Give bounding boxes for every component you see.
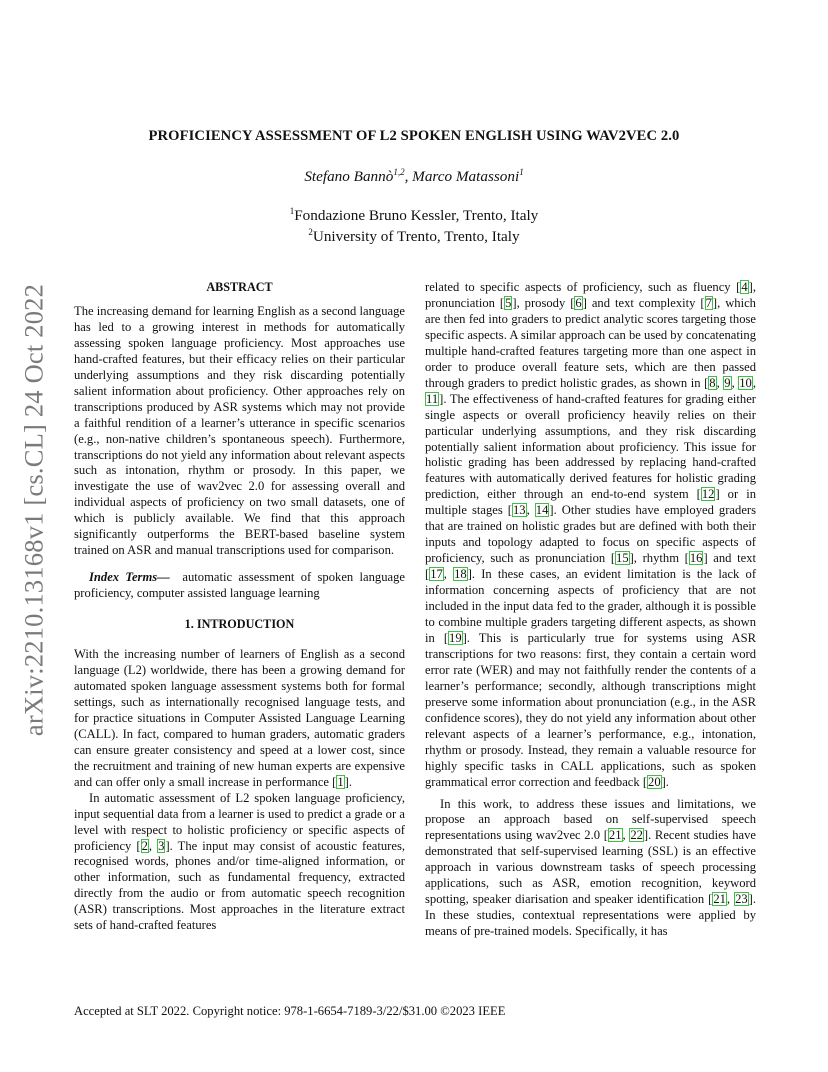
citation-link[interactable]: 23 [735,892,748,907]
index-terms-text: automatic assessment of spoken language proficiency, computer assisted language learning [74,570,406,601]
citation-link[interactable]: 21 [608,828,622,843]
citation-link[interactable]: 15 [616,551,629,566]
citation-link[interactable]: 5 [505,295,512,310]
citation-link[interactable]: 7 [705,295,712,310]
author-affil-sup: 1 [519,166,524,177]
intro-paragraph-3: related to specific aspects of proficiency, such as fluency [4], pronunciation [5], prosody [6] and text complexity [7], which are then fed into graders to predict analytic scores targeting those specific aspects. A similar approach can be used by concatenating multiple hand-crafted features targeting more than one aspect in order to produce overall feature sets, which are then passed through graders to predict holistic grades, as shown in [8, 9, 10, 11]. The effectiveness of hand-crafted features for grading either single aspects or overall proficiency heavily relies on their particular underlying assumptions, and they risk discarding potentially salient information about proficiency. This issue for holistic grading has been addressed by replacing hand-crafted features with automatically derived features for holistic grading prediction, either through an end-to-end system [12] or in multiple stages [13, 14]. Other studies have employed graders that are trained on holistic grades but are defined with both their inputs and topology adapted to focus on specific aspects of proficiency, such as pronunciation [15], rhythm [16] and text [17, 18]. In these cases, an evident limitation is the lack of information concerning aspects of proficiency that are not included in the input data fed to the grader, although it is possible to combine multiple graders targeting different aspects, as shown in [19]. This is particularly true for systems using ASR transcriptions for two reasons: first, they contain a certain word error rate (WER) and may not faithfully render the contents of a learner’s performance; secondly, although transcriptions might preserve some information about pronunciation (e.g., in the ASR confidence scores), they do not yield any information about other relevant aspects of a learner’s performance, e.g., intonation, rhythm or prosody. Instead, they remain a valuable resource for highly specific tasks in CALL applications, such as spoken grammatical error correction and feedback [20]. [425,280,757,789]
intro-paragraph-4: In this work, to address these issues and limitations, we propose an approach based on self-supervised speech representations using wav2vec 2.0 [21, 22]. Recent studies have demonstrated that self-supervised learning (SSL) is an effective approach in various downstream tasks of speech processing applications, such as ASR, emotion recognition, keyword spotting, speaker diarisation and speaker identification [21, 23]. In these studies, contextual representations were applied by means of pre-trained models. Specifically, it has [425,796,757,939]
intro-paragraph-1: With the increasing number of learners of English as a second language (L2) worldwide, there has been a growing demand for automated spoken language assessment systems both for formal settings, such as internationally recognised language tests, and for practice situations in Computer Assisted Language Learning (CALL). In fact, compared to human graders, automatic graders can ensure greater consistency and speed at a lower cost, since the recruitment and training of new human experts are expensive and can offer only a small increase in performance [1]. [74,647,405,789]
copyright-footer: Accepted at SLT 2022. Copyright notice: 978-1-6654-7189-3/22/$31.00 ©2023 IEEE [74,1004,506,1018]
citation-link[interactable]: 18 [454,567,467,582]
citation-link[interactable]: 19 [449,630,462,645]
affiliation-text: Fondazione Bruno Kessler, Trento, Italy [294,207,539,224]
abstract-heading: ABSTRACT [206,280,273,294]
citation-link[interactable]: 2 [141,838,148,853]
affiliation-sup: 2 [308,226,313,237]
citation-link[interactable]: 12 [701,487,715,502]
affiliation-text: University of Trento, Trento, Italy [312,228,520,245]
citation-link[interactable]: 20 [648,774,661,789]
arxiv-identifier-sidebar [16,283,52,737]
citation-link[interactable]: 9 [724,375,731,390]
citation-link[interactable]: 4 [741,280,748,294]
index-terms-label: Index Terms— [89,570,170,585]
author-name: Stefano Bannò [304,168,394,185]
left-column [74,280,405,934]
author-list: Stefano Bannò$^{1,2}$, Marco Matassoni$^1$ [304,166,524,185]
affiliation-list [60,205,768,247]
intro-paragraph-2: In automatic assessment of L2 spoken language proficiency, input sequential data from a learner is used to predict a grade or a level with respect to holistic proficiency or specific aspects of proficiency [2, 3]. The input may consist of acoustic features, recognised words, phones and/or time-aligned information, or other information, such as fundamental frequency, extracted directly from the audio or from automatic speech recognition (ASR) transcriptions. Most approaches in the literature extract sets of hand-crafted features [74,790,406,933]
citation-link[interactable]: 3 [158,838,165,853]
citation-link[interactable]: 11 [426,391,439,406]
affiliation [60,226,768,247]
author-name: Marco Matassoni [412,168,520,185]
citation-link[interactable]: 13 [513,503,526,518]
citation-link[interactable]: 22 [630,828,643,843]
citation-link[interactable]: 16 [689,551,703,566]
citation-link[interactable]: 21 [713,892,726,907]
citation-link[interactable]: 6 [575,295,582,310]
author-affil-sup: 1,2 [393,166,405,177]
citation-link[interactable]: 8 [709,375,716,390]
intro-heading: 1. INTRODUCTION [184,617,295,632]
abstract-text: The increasing demand for learning English as a second language has led to a growing interest in methods for automatically assessing spoken language proficiency. Most approaches use hand-crafted features, but their efficacy relies on their particular underlying assumptions and they risk discarding potentially salient information about proficiency. Other approaches rely on transcriptions produced by ASR systems which may not provide a faithful rendition of a learner’s utterance in specific scenarios (e.g., non-native children’s spontaneous speech). Furthermore, transcriptions do not yield any information about relevant aspects such as intonation, rhythm or prosody. In this paper, we investigate the use of wav2vec 2.0 for assessing overall and individual aspects of proficiency on two small datasets, one of which is publicly available. We find that this approach significantly outperforms the BERT-based baseline system trained on ASR and manual transcriptions used for comparison. [74,303,405,558]
right-column [425,280,756,940]
citation-link[interactable]: 14 [535,503,549,518]
paper-title: PROFICIENCY ASSESSMENT OF L2 SPOKEN ENGLISH USING WAV2VEC 2.0 [148,128,680,144]
citation-link[interactable]: 10 [739,375,752,390]
affiliation [60,205,768,226]
arxiv-id-text: arXiv:2210.13168v1 [cs.CL] 24 Oct 2022 [18,283,49,737]
citation-link[interactable]: 1 [337,774,344,789]
index-terms [74,570,405,602]
affiliation-sup: 1 [289,205,295,216]
citation-link[interactable]: 17 [430,567,443,582]
